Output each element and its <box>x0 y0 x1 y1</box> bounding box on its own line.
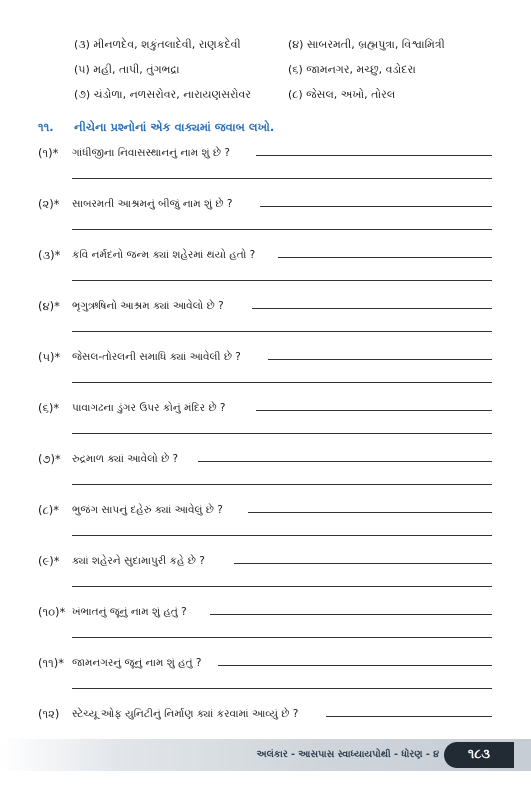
pair-row-2 <box>74 63 504 81</box>
question-1 <box>38 146 498 186</box>
pair-right: (૪) સાબરમતી, બ્રહ્મપુત્રા, વિશ્વામિત્રી <box>288 38 445 51</box>
question-8 <box>38 503 498 543</box>
question-text: રુદ્રમાળ ક્યાં આવેલો છે ? <box>72 453 179 465</box>
question-number: (૧૦)* <box>38 605 66 619</box>
answer-line[interactable] <box>218 665 492 666</box>
answer-line[interactable] <box>72 229 492 230</box>
answer-line[interactable] <box>72 586 492 587</box>
question-text: પાવાગઢના ડુંગર ઉપર કોનું મંદિર છે ? <box>72 402 226 414</box>
section-number: ૧૧. <box>38 120 54 134</box>
question-7 <box>38 452 498 492</box>
question-4 <box>38 299 498 339</box>
question-text: સ્ટેચ્યૂ ઓફ યુનિટીનું નિર્માણ ક્યાં કરવામાં આવ્યું છે ? <box>72 708 299 720</box>
answer-line[interactable] <box>72 178 492 179</box>
question-text: જામનગરનું જૂનું નામ શું હતું ? <box>72 657 202 669</box>
question-6 <box>38 401 498 441</box>
question-2 <box>38 197 498 237</box>
answer-line[interactable] <box>72 382 492 383</box>
question-number: (૧)* <box>38 146 59 160</box>
pair-left: (૩) મીનળદેવ, શકુંતલાદેવી, રાણકદેવી <box>74 38 241 51</box>
pair-row-1 <box>74 38 504 56</box>
question-3 <box>38 248 498 288</box>
answer-line[interactable] <box>72 331 492 332</box>
question-text: ક્યાં શહેરને સુદામાપુરી કહે છે ? <box>72 555 205 567</box>
answer-line[interactable] <box>72 484 492 485</box>
question-number: (૭)* <box>38 452 61 466</box>
question-text: ભુજંગ સાપનું દહેરું ક્યાં આવેલું છે ? <box>72 504 223 516</box>
answer-line[interactable] <box>72 535 492 536</box>
question-number: (૪)* <box>38 299 60 313</box>
answer-line[interactable] <box>72 688 492 689</box>
answer-line[interactable] <box>210 614 492 615</box>
question-number: (૧૨) <box>38 707 60 721</box>
question-number: (૩)* <box>38 248 61 262</box>
question-number: (૬)* <box>38 401 60 415</box>
answer-line[interactable] <box>278 257 492 258</box>
answer-line[interactable] <box>326 716 492 717</box>
answer-line[interactable] <box>198 461 492 462</box>
answer-line[interactable] <box>252 308 492 309</box>
question-text: સાબરમતી આશ્રમનું બીજું નામ શું છે ? <box>72 198 233 210</box>
question-text: ગાંધીજીના નિવાસસ્થાનનું નામ શું છે ? <box>72 147 230 159</box>
answer-line[interactable] <box>256 155 492 156</box>
question-number: (૫)* <box>38 350 61 364</box>
question-text: જેસલ-તોરલની સમાધિ ક્યાં આવેલી છે ? <box>72 351 241 363</box>
page-number: ૧૮૩ <box>444 742 514 768</box>
question-text: કવિ નર્મદનો જન્મ ક્યાં શહેરમાં થયો હતો ? <box>72 249 256 261</box>
question-number: (૧૧)* <box>38 656 64 670</box>
footer-text: અલંકાર - આસપાસ સ્વાધ્યાયપોથી - ધોરણ - ૪ <box>256 749 439 760</box>
question-number: (૯)* <box>38 554 60 568</box>
question-text: ભૃગુઋષિનો આશ્રમ ક્યાં આવેલો છે ? <box>72 300 224 312</box>
answer-line[interactable] <box>72 637 492 638</box>
question-number: (૨)* <box>38 197 60 211</box>
answer-line[interactable] <box>256 410 492 411</box>
pair-right: (૬) જામનગર, મચ્છુ, વડોદરા <box>288 63 416 76</box>
question-number: (૮)* <box>38 503 60 517</box>
question-text: ખંભાતનું જૂનું નામ શું હતું ? <box>72 606 187 618</box>
answer-line[interactable] <box>72 433 492 434</box>
answer-line[interactable] <box>248 512 492 513</box>
answer-line[interactable] <box>268 359 492 360</box>
question-9 <box>38 554 498 594</box>
question-10 <box>38 605 498 645</box>
pair-row-3 <box>74 88 504 106</box>
section-title: નીચેના પ્રશ્નોનાં એક વાક્યમાં જવાબ લખો. <box>74 120 275 134</box>
pair-left: (૫) મહી, તાપી, તુંગભદ્રા <box>74 63 180 76</box>
question-5 <box>38 350 498 390</box>
answer-line[interactable] <box>234 563 492 564</box>
answer-line[interactable] <box>260 206 492 207</box>
answer-line[interactable] <box>72 280 492 281</box>
pair-right: (૮) જેસલ, અખો, તોરલ <box>288 88 396 101</box>
pair-left: (૭) ચંડોળા, નળસરોવર, નારાયણસરોવર <box>74 88 251 101</box>
section-heading <box>38 120 274 135</box>
question-11 <box>38 656 498 696</box>
